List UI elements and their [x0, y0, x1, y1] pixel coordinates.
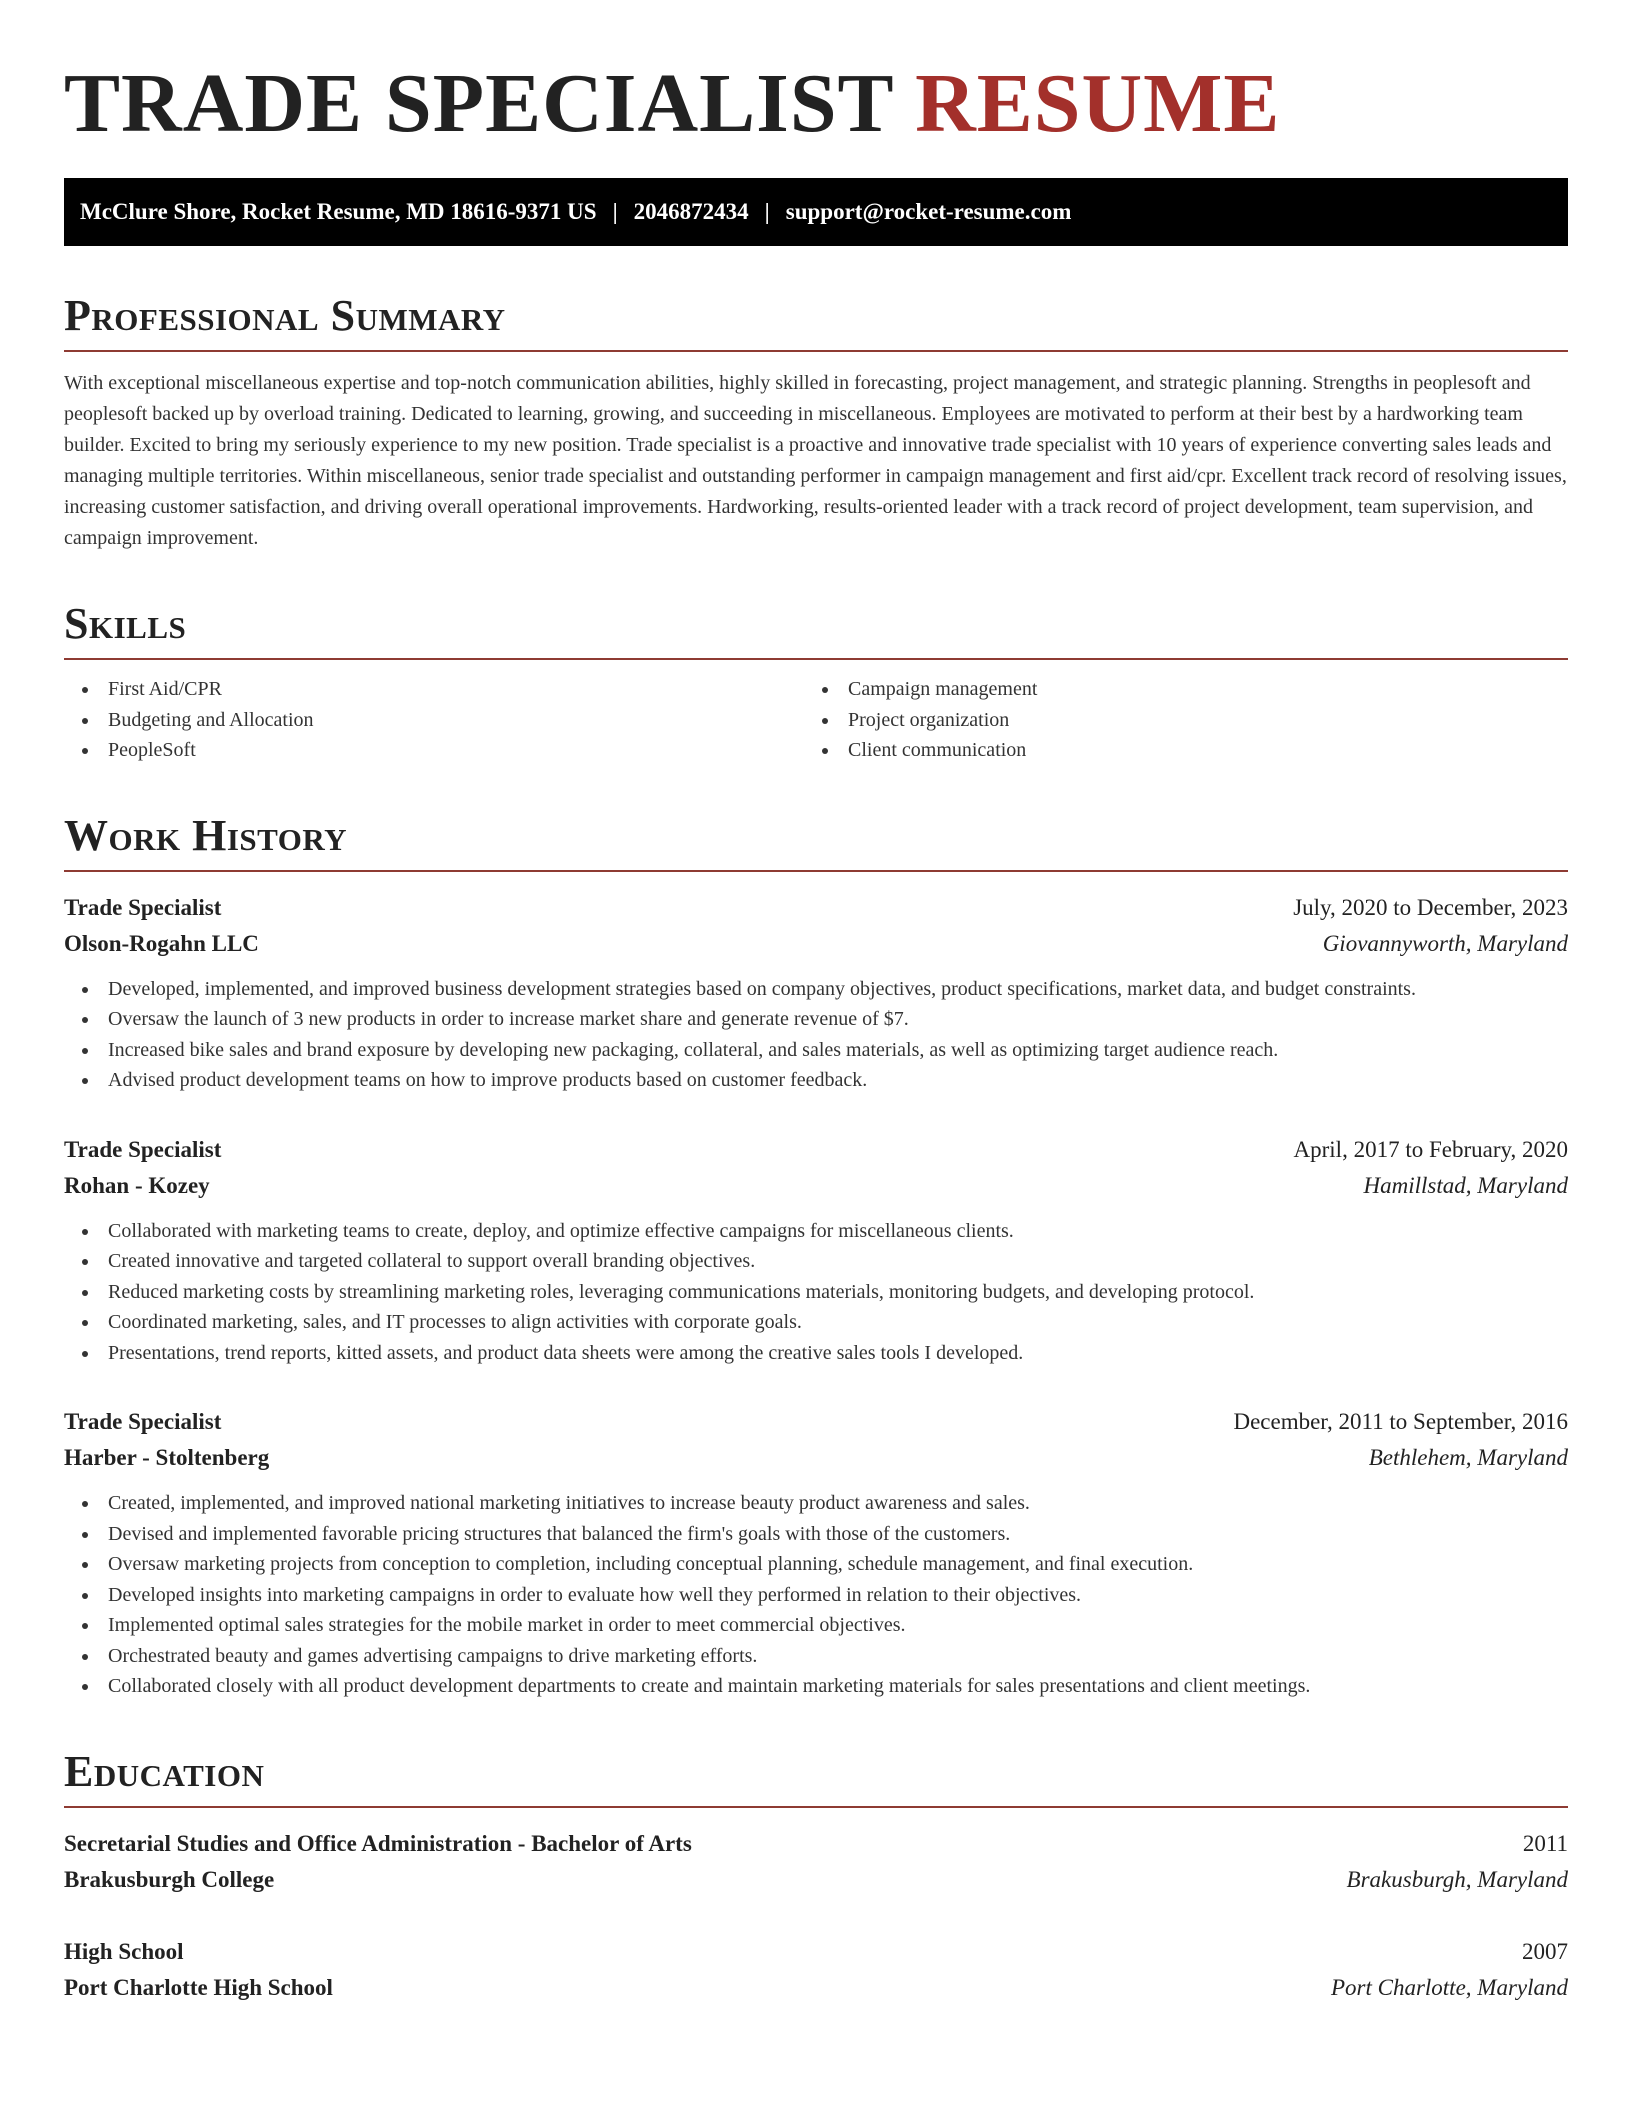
job-dates: April, 2017 to February, 2020	[1293, 1136, 1568, 1162]
job-header-row	[64, 1132, 1568, 1168]
skill-item: PeopleSoft	[64, 735, 804, 766]
skill-item: Client communication	[804, 735, 1544, 766]
job-title: Trade Specialist	[64, 1409, 222, 1434]
job-header-row	[64, 1404, 1568, 1440]
skills-grid	[64, 674, 1568, 766]
education-school-row	[64, 1970, 1568, 2006]
contact-phone: 2046872434	[633, 199, 749, 224]
skills-column-left	[64, 674, 804, 766]
summary-text: With exceptional miscellaneous expertise and top-notch communication abilities, highly skilled in forecasting, project management, and strategic planning. Strengths in peoplesoft and peoplesoft backed up by overload training. Dedicated to learning, growing, and succeeding in miscellaneous. Employees are motivated to perform at their best by a hardworking team builder. Excited to bring my seriously experience to my new position. Trade specialist is a proactive and innovative trade specialist with 10 years of experience converting sales leads and managing multiple territories. Within miscellaneous, senior trade specialist and outstanding performer in campaign management and first aid/cpr. Excellent track record of resolving issues, increasing customer satisfaction, and driving overall operational improvements. Hardworking, results-oriented leader with a track record of project development, team supervision, and campaign improvement.	[64, 372, 1567, 549]
education-location: Port Charlotte, Maryland	[1330, 1974, 1568, 2000]
job-location: Bethlehem, Maryland	[1368, 1445, 1568, 1470]
job-company-row	[64, 926, 1568, 962]
skill-item: Budgeting and Allocation	[64, 705, 804, 736]
job-company: Olson-Rogahn LLC	[64, 930, 259, 956]
skills-heading: Skills	[64, 598, 1568, 660]
skills-column-right	[804, 674, 1544, 766]
job-bullets	[64, 974, 1568, 1096]
contact-address: McClure Shore, Rocket Resume, MD 18616-9371 US	[80, 199, 597, 224]
education-school: Port Charlotte High School	[64, 1974, 333, 2000]
contact-bar	[64, 178, 1568, 246]
education-entry	[64, 1826, 1568, 1898]
education-degree: High School	[64, 1938, 184, 1964]
contact-email: support@rocket-resume.com	[785, 199, 1072, 224]
education-location: Brakusburgh, Maryland	[1346, 1866, 1568, 1892]
education-school: Brakusburgh College	[64, 1866, 275, 1892]
job-dates: July, 2020 to December, 2023	[1293, 894, 1568, 920]
work-history-heading: Work History	[64, 810, 1568, 872]
skill-item: Campaign management	[804, 674, 1544, 705]
job-bullet: Collaborated with marketing teams to create, deploy, and optimize effective campaigns for miscellaneous clients.	[64, 1216, 1568, 1247]
job-bullet: Devised and implemented favorable pricing structures that balanced the firm's goals with those of the customers.	[64, 1519, 1568, 1550]
job-bullets	[64, 1488, 1568, 1702]
job-bullet: Reduced marketing costs by streamlining marketing roles, leveraging communications materials, monitoring budgets, and developing protocol.	[64, 1277, 1568, 1308]
contact-separator: |	[612, 199, 618, 224]
job-bullet: Oversaw the launch of 3 new products in order to increase market share and generate revenue of $7.	[64, 1004, 1568, 1035]
job-company: Harber - Stoltenberg	[64, 1445, 270, 1470]
education-year: 2011	[1522, 1830, 1568, 1856]
job-entry	[64, 1132, 1568, 1369]
education-degree-row	[64, 1826, 1568, 1862]
job-bullet: Developed, implemented, and improved business development strategies based on company objectives, product specifications, market data, and budget constraints.	[64, 974, 1568, 1005]
job-bullet: Created innovative and targeted collateral to support overall branding objectives.	[64, 1246, 1568, 1277]
job-location: Hamillstad, Maryland	[1363, 1172, 1568, 1198]
job-bullet: Advised product development teams on how to improve products based on customer feedback.	[64, 1065, 1568, 1096]
job-bullet: Oversaw marketing projects from conception to completion, including conceptual planning, schedule management, and final execution.	[64, 1549, 1568, 1580]
education-degree-row	[64, 1934, 1568, 1970]
title-accent: RESUME	[915, 57, 1281, 150]
job-bullet: Created, implemented, and improved national marketing initiatives to increase beauty product awareness and sales.	[64, 1488, 1568, 1519]
education-school-row	[64, 1862, 1568, 1898]
job-bullet: Developed insights into marketing campaigns in order to evaluate how well they performed in relation to their objectives.	[64, 1580, 1568, 1611]
job-header-row	[64, 890, 1568, 926]
summary-heading: Professional Summary	[64, 290, 1568, 352]
job-bullet: Increased bike sales and brand exposure by developing new packaging, collateral, and sales materials, as well as optimizing target audience reach.	[64, 1035, 1568, 1066]
job-location: Giovannyworth, Maryland	[1322, 930, 1568, 956]
job-company-row	[64, 1168, 1568, 1204]
education-heading: Education	[64, 1746, 1568, 1808]
job-entry	[64, 1404, 1568, 1702]
skill-item: Project organization	[804, 705, 1544, 736]
education-degree: Secretarial Studies and Office Administration - Bachelor of Arts	[64, 1830, 692, 1856]
education-entry	[64, 1934, 1568, 2006]
job-bullet: Collaborated closely with all product development departments to create and maintain marketing materials for sales presentations and client meetings.	[64, 1671, 1568, 1702]
job-bullet: Orchestrated beauty and games advertising campaigns to drive marketing efforts.	[64, 1641, 1568, 1672]
job-title: Trade Specialist	[64, 1136, 222, 1162]
job-title: Trade Specialist	[64, 894, 222, 920]
skill-item: First Aid/CPR	[64, 674, 804, 705]
job-bullet: Coordinated marketing, sales, and IT processes to align activities with corporate goals.	[64, 1307, 1568, 1338]
resume-title	[64, 56, 1568, 152]
job-bullets	[64, 1216, 1568, 1369]
job-company-row	[64, 1440, 1568, 1476]
education-year: 2007	[1522, 1938, 1568, 1964]
title-main: TRADE SPECIALIST	[64, 57, 894, 150]
job-company: Rohan - Kozey	[64, 1172, 210, 1198]
job-dates: December, 2011 to September, 2016	[1233, 1409, 1568, 1434]
job-entry	[64, 890, 1568, 1096]
job-bullet: Implemented optimal sales strategies for the mobile market in order to meet commercial objectives.	[64, 1610, 1568, 1641]
contact-separator: |	[764, 199, 770, 224]
job-bullet: Presentations, trend reports, kitted assets, and product data sheets were among the creative sales tools I developed.	[64, 1338, 1568, 1369]
